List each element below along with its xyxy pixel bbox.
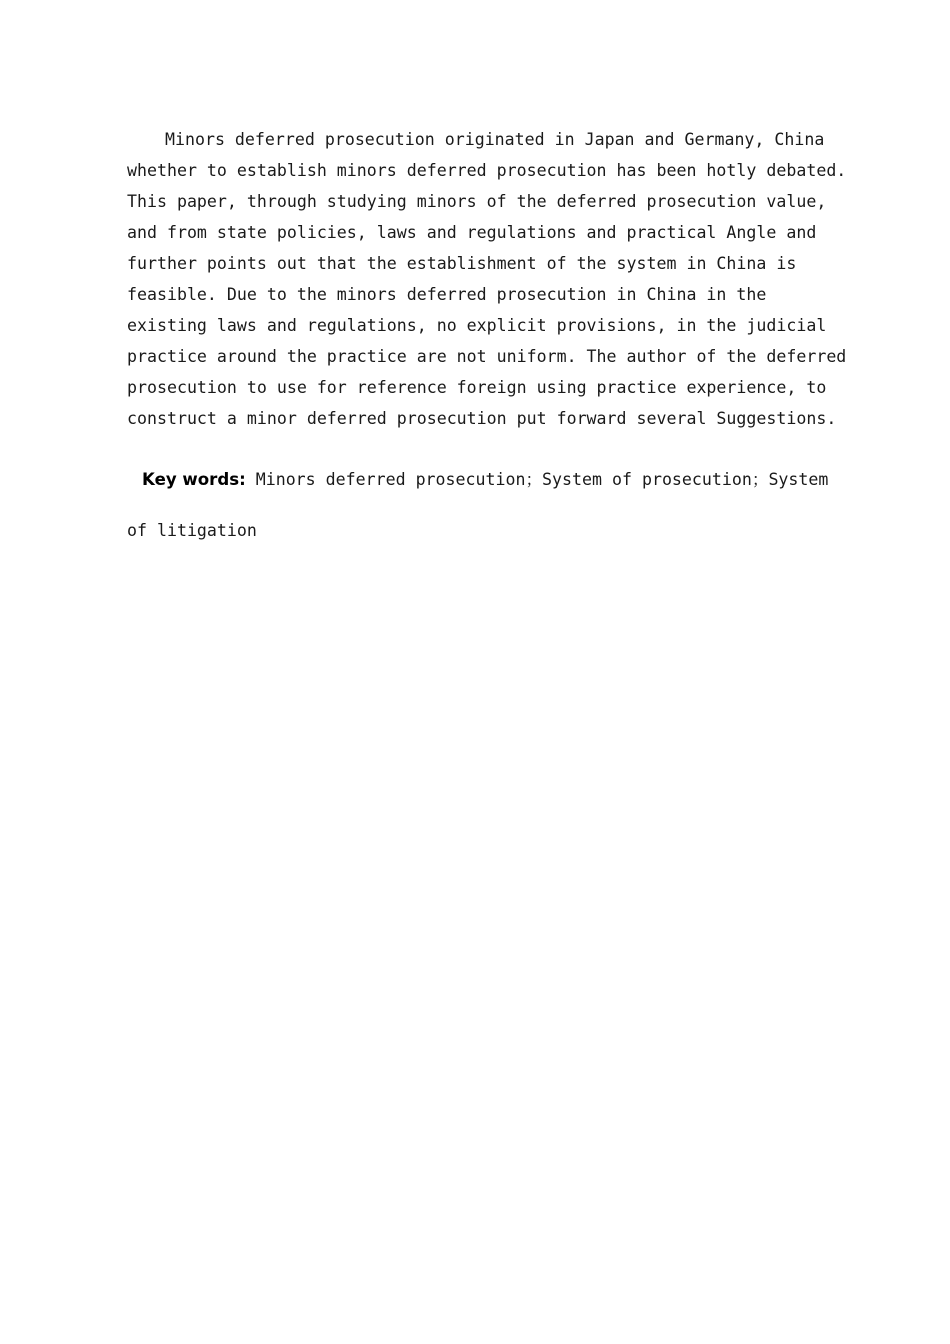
abstract-line: construct a minor deferred prosecution put forward several Suggestions. (127, 409, 837, 428)
abstract-paragraph (127, 124, 847, 434)
keywords-section (127, 464, 827, 546)
abstract-line: whether to establish minors deferred prosecution has been hotly debated. (127, 161, 847, 180)
keywords-continuation: of litigation (127, 521, 257, 540)
abstract-line: prosecution to use for reference foreign using practice experience, to (127, 378, 827, 397)
abstract-line: Minors deferred prosecution originated in Japan and Germany, China (165, 130, 825, 149)
abstract-line: further points out that the establishment of the system in China is (127, 254, 797, 273)
abstract-line: practice around the practice are not uniform. The author of the deferred (127, 347, 847, 366)
keywords-line (127, 464, 827, 495)
keywords-text: Minors deferred prosecution；System of prosecution；System (245, 470, 829, 489)
abstract-line: This paper, through studying minors of the deferred prosecution value, (127, 192, 827, 211)
keywords-label: Key words: (142, 470, 246, 489)
abstract-line: existing laws and regulations, no explicit provisions, in the judicial (127, 316, 827, 335)
abstract-line: feasible. Due to the minors deferred prosecution in China in the (127, 285, 767, 304)
abstract-line: and from state policies, laws and regulations and practical Angle and (127, 223, 817, 242)
